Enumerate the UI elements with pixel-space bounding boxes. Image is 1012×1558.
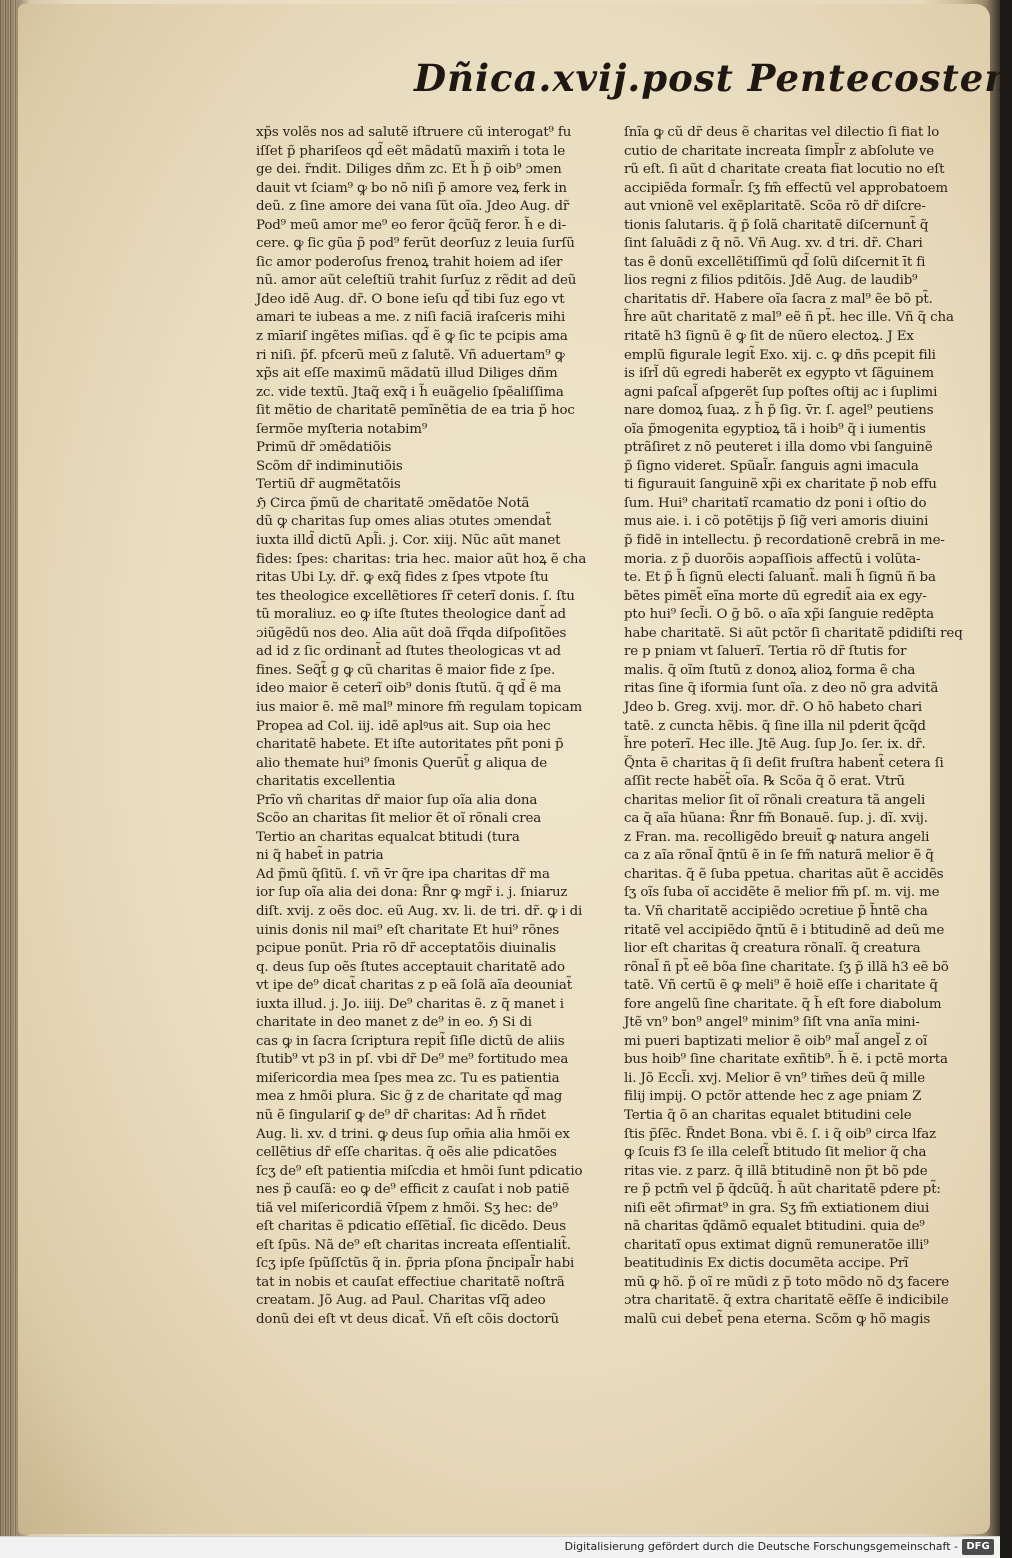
text-line: ſtutib⁹ vt p3 in pſ. vbi dr̃ De⁹ me⁹ fortitudo mea xyxy=(256,1052,569,1068)
text-line: p̃ ſigno videret. Spũal̃r. ſanguis agni imacula xyxy=(624,458,919,474)
text-line: eſt charitas ẽ pdicatio eſſẽtial̃. ſic dicẽdo. Deus xyxy=(256,1219,566,1235)
text-line: nã charitas q̃dãmõ equalet btitudini. quia de⁹ xyxy=(624,1219,925,1235)
text-line: iſſet p̃ phariſeos qd̃ eẽt mãdatũ maxim̃ i tota le xyxy=(256,143,566,159)
text-line: fines. Seq̃t̃ g ꝙ cũ charitas ẽ maior fide z ſpe. xyxy=(256,662,556,678)
text-line: xp̃s volẽs nos ad salutẽ iſtruere cũ interogat⁹ fu xyxy=(256,125,572,140)
text-line: Jdeo b. Greg. xvij. mor. dr̃. O hõ habeto chari xyxy=(624,699,922,715)
text-line: Tertiũ dr̃ augmẽtatõis xyxy=(256,477,401,493)
text-line: ca z aĩa rõnal̃ q̃ntũ ẽ in ſe fm̃ naturã melior ẽ q̃ xyxy=(624,848,934,864)
text-line: ſʒ oĩs ſuba oĩ accidẽte ẽ melior fm̃ pſ. m. vij. me xyxy=(624,885,940,901)
text-line: z mīariſ ingẽtes miſias. qd̃ ẽ ꝙ ſic te pcipis ama xyxy=(256,329,568,345)
text-line: lios regni z filios pditõis. Jdẽ Aug. de laudib⁹ xyxy=(624,273,918,289)
text-line: nare domoꝝ ſuaꝝ. z h̃ p̃ ſig. v̄r. ſ. agel⁹ peutiens xyxy=(624,403,934,419)
text-line: mus aie. i. i cõ potẽtijs p̃ ſig̃ veri amoris diuini xyxy=(624,514,929,530)
text-line: cellẽtius dr̃ eſſe charitas. q̃ oẽs alie pdicatões xyxy=(256,1145,557,1161)
text-line: ni q̃ habet̃ in patria xyxy=(256,848,384,864)
text-line: ſit mẽtio de charitatẽ pemĩnẽtia de ea tria p̃ hoc xyxy=(256,403,575,419)
text-line: z Fran. ma. recolligẽdo breuit̃ ꝙ natura angeli xyxy=(624,829,930,845)
text-line: ꝙ ſcuis f3 ſe illa celeſt̃ btitudo ſit melior q̃ cha xyxy=(624,1145,927,1161)
text-line: fore angelũ ſine charitate. q̃ h̃ eſt fore diabolum xyxy=(624,996,942,1012)
text-line: Propea ad Col. iij. idẽ aplꝰus ait. Sup oia hec xyxy=(256,718,551,734)
text-line: charitatẽ habete. Et iſte autoritates pñt poni p̃ xyxy=(256,737,564,753)
text-line: p̃ fidẽ in intellectu. p̃ recordationẽ crebrã in me- xyxy=(624,533,945,549)
text-line: ritatẽ h3 ſignũ ẽ ꝙ ſit de nũero electoꝝ. J Ex xyxy=(624,329,914,345)
text-line: ſcʒ de⁹ eſt patientia miſcdia et hmõi ſunt pdicatio xyxy=(256,1163,583,1179)
text-line: ideo maior ẽ ceterĩ oib⁹ donis ſtutũ. q̃ qd̃ ẽ ma xyxy=(256,681,562,697)
text-line: lior eſt charitas q̃ creatura rõnalĩ. q̃ creatura xyxy=(624,941,921,957)
text-line: Tertio an charitas equalcat btitudi (tura xyxy=(256,829,520,845)
running-head: Dñica.xvij.post Pentecosten xyxy=(414,56,1012,100)
text-line: moria. z p̃ duorõis aɔpaſſiois affectũ i volũta- xyxy=(624,551,921,567)
text-line: tes theologice excellẽtiores ſr̃ ceterĩ donis. ſ. ſtu xyxy=(256,588,575,604)
text-line: cas ꝙ in ſacra ſcriptura repit̃ ſiſle dictũ de aliis xyxy=(256,1033,565,1049)
text-line: pto hui⁹ ſecl̃i. O g̃ bõ. o aĩa xp̃i ſanguie redẽpta xyxy=(624,607,934,623)
text-line: malũ cui debet̃ pena eterna. Scõm ꝙ hõ magis xyxy=(624,1312,931,1327)
text-line: bus hoib⁹ ſine charitate exñtib⁹. h̃ ẽ. i pctẽ morta xyxy=(624,1052,948,1068)
text-line: diſt. xvij. z oẽs doc. eũ Aug. xv. li. de tri. dr̃. ꝙ i di xyxy=(256,903,583,919)
text-line: h̃re aũt charitatẽ z mal⁹ eẽ ñ pt̃. hec ille. Vñ q̃ cha xyxy=(624,310,954,326)
text-line: tatẽ. z cuncta hẽbis. q̃ ſine illa nil pderit q̃cq̃d xyxy=(624,718,926,734)
text-line: ℌ Circa p̃mũ de charitatẽ ɔmẽdatõe Notã xyxy=(256,495,530,511)
text-line: Ad p̃mũ q̃ſitũ. ſ. vñ v̄r q̃re ipa charitas dr̃ ma xyxy=(256,866,550,882)
text-line: ior ſup oĩa alia dei dona: R̃nr ꝙ mgr̃ i. j. ſniaruz xyxy=(256,885,568,901)
text-line: iuxta illud. j. Jo. iiij. De⁹ charitas ẽ. z q̃ manet i xyxy=(256,996,564,1012)
text-line: filij impij. O pctõr attende hec z age pniam Z xyxy=(624,1089,922,1105)
text-line: cutio de charitate increata ſimpl̃r z abſolute ve xyxy=(624,143,935,159)
text-line: ɔiũgẽdũ nos deo. Alia aũt doã ſr̃qda diſpoſitões xyxy=(256,625,567,641)
text-line: tatẽ. Vñ certũ ẽ ꝙ meli⁹ ẽ hoiẽ eſſe i charitate q̃ xyxy=(624,978,938,994)
text-line: Scõo an charitas ſit melior ẽt oĩ rõnali crea xyxy=(256,811,542,827)
text-line: xp̃s ait eſſe maximũ mãdatũ illud Diliges dñm xyxy=(256,366,558,382)
footer-bar xyxy=(0,1536,1000,1558)
text-line: Prĩo vñ charitas dr̃ maior ſup oĩa alia dona xyxy=(256,792,538,808)
text-line: q. deus ſup oẽs ſtutes acceptauit charitatẽ ado xyxy=(256,959,565,975)
text-line: Scõm dr̃ indiminutiõis xyxy=(256,458,403,474)
text-line: miſericordia mea ſpes mea zc. Tu es patientia xyxy=(256,1070,560,1086)
text-line: li. Jõ Eccl̃i. xvj. Melior ẽ vn⁹ tim̃es deũ q̃ mille xyxy=(624,1070,926,1086)
text-line: is iſrl̃ dũ egredi haberẽt ex egypto vt ſãguinem xyxy=(624,366,934,382)
text-line: ſnĩa ꝙ cũ dr̃ deus ẽ charitas vel dilectio ſi fiat lo xyxy=(624,125,940,140)
text-line: aſſit recte habẽt̃ oĩa. ℞ Scõa q̃ õ erat. Vtrũ xyxy=(624,774,905,790)
text-line: eſt ſpũs. Nã de⁹ eſt charitas increata eſſentialit̃. xyxy=(256,1237,571,1253)
text-line: ca q̃ aĩa hũana: R̃nr fm̃ Bonauẽ. ſup. j. dĩ. xvij. xyxy=(624,811,928,827)
text-line: ritas ſine q̃ iformia ſunt oĩa. z deo nõ gra advitã xyxy=(624,681,939,697)
text-line: ta. Vñ charitatẽ accipiẽdo ɔcretiue p̃ h̃ntẽ cha xyxy=(624,903,928,919)
text-line: zc. vide textũ. Jtaq̃ exq̃ i h̃ euãgelio ſpẽaliſſima xyxy=(256,384,564,400)
text-line: amari te iubeas a me. z niſi faciã iraſceris mihi xyxy=(256,310,566,326)
text-line: tas ẽ donũ excellẽtiſſimũ qd̃ ſolũ diſcernit īt fi xyxy=(624,254,926,270)
text-line: accipiẽda formal̃r. ſʒ fm̃ effectũ vel approbatoem xyxy=(624,180,948,196)
text-line: ſermõe myſteria notabim⁹ xyxy=(256,421,428,437)
text-line: mũ ꝙ hõ. p̃ oĩ re mũdi z p̃ toto mõdo nõ dʒ facere xyxy=(624,1274,950,1290)
text-line: nũ ẽ ſingulariſ ꝙ de⁹ dr̃ charitas: Ad h̃ rñdet xyxy=(256,1107,546,1123)
text-line: Aug. li. xv. d trini. ꝙ deus ſup om̃ia alia hmõi ex xyxy=(256,1126,570,1142)
text-line: ritatẽ vel accipiẽdo q̃ntũ ẽ i btitudinẽ ad deũ me xyxy=(624,922,945,938)
text-line: fides: ſpes: charitas: tria hec. maior aũt hoꝝ ẽ cha xyxy=(256,551,587,567)
text-line: re p̃ pctm̃ vel p̃ q̃dcũq̃. h̃ aũt charitatẽ pdere pt̃: xyxy=(624,1182,941,1198)
text-line: ɔtra charitatẽ. q̃ extra charitatẽ eẽſſe ẽ indicibile xyxy=(624,1293,949,1309)
text-line: tũ moraliuz. eo ꝙ iſte ſtutes theologice dant̃ ad xyxy=(256,607,566,623)
text-line: Jtẽ vn⁹ bon⁹ angel⁹ minim⁹ ſiſt vna anĩa mini- xyxy=(624,1015,920,1031)
text-line: rõnal̃ ñ pt̃ eẽ bõa ſine charitate. ſʒ p̃ illã h3 eẽ bõ xyxy=(624,959,949,975)
text-line: mea z hmõi plura. Sic g̃ z de charitate qd̃ mag xyxy=(256,1089,563,1105)
text-line: rũ eſt. ſi aũt d charitate creata fiat locutio no eſt xyxy=(624,162,945,178)
text-line: h̃re poterĩ. Hec ille. Jtẽ Aug. ſup Jo. ſer. ix. dr̃. xyxy=(624,737,926,753)
text-line: dũ ꝙ charitas ſup omes alias ɔtutes ɔmendat̃ xyxy=(256,514,552,530)
text-line: tiã vel miſericordiã v̄ſpem z hmõi. Sʒ hec: de⁹ xyxy=(256,1200,558,1216)
text-line: tat in nobis et cauſat effectiue charitatẽ noſtrã xyxy=(256,1274,565,1290)
text-line: te. Et p̃ h̃ ſignũ electi ſaluant̃. mali h̃ ſignũ ñ ba xyxy=(624,570,936,586)
text-line: re p pniam vt ſaluerĩ. Tertia rõ dr̃ ſtutis for xyxy=(624,644,907,660)
text-line: Pod⁹ meũ amor me⁹ eo feror q̃cũq̃ feror. h̃ e di- xyxy=(256,217,566,233)
text-line: deũ. z ſine amore dei vana ſũt oĩa. Jdeo Aug. dr̃ xyxy=(256,199,570,215)
text-line: mi pueri baptizati melior ẽ oib⁹ mal̃ angel̃ z oĩ xyxy=(624,1033,928,1049)
text-line: tionis ſalutaris. q̃ p̃ ſolã charitatẽ diſcernunt̃ q̃ xyxy=(624,217,929,233)
text-line: vt ipe de⁹ dicat̃ charitas z p eã ſolã aĩa deouniat̃ xyxy=(256,978,572,994)
text-line: Tertia q̃ õ an charitas equalet btitudini cele xyxy=(624,1107,912,1123)
funding-notice: Digitalisierung gefördert durch die Deutsche Forschungsgemeinschaft - xyxy=(564,1540,958,1553)
text-line: charitatĩ opus extimat dignũ remuneratõe illi⁹ xyxy=(624,1237,929,1253)
text-line: ptrãſiret z nõ peuteret i illa domo vbi ſanguinẽ xyxy=(624,440,933,456)
text-line: ritas Ubi Ly. dr̃. ꝙ exq̃ fides z ſpes vtpote ſtu xyxy=(256,570,549,586)
text-line: creatam. Jõ Aug. ad Paul. Charitas vſq̃ adeo xyxy=(256,1293,546,1309)
text-line: malis. q̃ oĩm ſtutũ z donoꝝ alioꝝ forma ẽ cha xyxy=(624,662,916,678)
dfg-logo: DFG xyxy=(962,1539,994,1555)
text-line: donũ dei eſt vt deus dicat̃. Vñ eſt cõis doctorũ xyxy=(256,1312,559,1327)
text-line: charitatis excellentia xyxy=(256,774,396,790)
right-text-column xyxy=(624,124,969,1330)
text-line: dauit vt ſciam⁹ ꝙ bo nõ niſi p̃ amore veꝝ ferk in xyxy=(256,180,567,196)
text-line: ius maior ẽ. mẽ mal⁹ minore fm̃ regulam topicam xyxy=(256,699,583,715)
text-line: alio themate hui⁹ ſmonis Querũt̃ g aliqua de xyxy=(256,755,547,771)
text-line: habe charitatẽ. Si aũt pctõr ſi charitatẽ pdidiſti req xyxy=(624,625,963,641)
text-line: ge dei. r̃ndit. Diliges dñm zc. Et h̃ p̃ oib⁹ ɔmen xyxy=(256,162,562,178)
text-line: emplũ figurale legit̃ Exo. xij. c. ꝙ dñs pcepit fili xyxy=(624,347,936,363)
text-line: ſic amor poderoſus frenoꝝ trahit hoiem ad iſer xyxy=(256,254,563,270)
left-text-column xyxy=(256,124,602,1330)
text-line: beatitudinis Ex dictis documẽta accipe. Prĩ xyxy=(624,1256,909,1272)
text-line: charitas melior ſit oĩ rõnali creatura tã angeli xyxy=(624,792,926,808)
text-line: nes p̃ cauſã: eo ꝙ de⁹ efficit z cauſat i nob patiẽ xyxy=(256,1182,570,1198)
text-line: ad id z ſic ordinant̃ ad ſtutes theologicas vt ad xyxy=(256,644,561,660)
text-line: ritas vie. z parz. q̃ illã btitudinẽ non p̃t bõ pde xyxy=(624,1163,928,1179)
text-line: Q̃nta ẽ charitas q̃ ſi deſit fruſtra habent̃ cetera ſi xyxy=(624,755,944,771)
text-line: charitas. q̃ ẽ ſuba ppetua. charitas aũt ẽ accidẽs xyxy=(624,866,944,882)
text-line: Primũ dr̃ ɔmẽdatiõis xyxy=(256,440,392,456)
text-line: ſtis p̃ſẽc. R̃ndet Bona. vbi ẽ. ſ. i q̃ oib⁹ circa lfaz xyxy=(624,1126,936,1142)
text-line: uinis donis nil mai⁹ eſt charitate Et hui⁹ rõnes xyxy=(256,922,560,938)
text-line: bẽtes pimẽt̃ eĩna morte dũ egredit̃ aia ex egy- xyxy=(624,588,927,604)
text-line: iuxta illd̃ dictũ Apl̃i. j. Cor. xiij. Nũc aũt manet xyxy=(256,533,561,549)
text-line: ſint ſaluãdi z q̃ nõ. Vñ Aug. xv. d tri. dr̃. Chari xyxy=(624,236,923,252)
text-line: ſcʒ ipſe ſpũſſctũs q̃ in. p̃pria pſona p̃ncipal̃r habi xyxy=(256,1256,575,1272)
text-line: ti figurauit ſanguinẽ xp̃i ex charitate p̃ nob effu xyxy=(624,477,937,493)
text-line: aut vnionẽ vel exẽplaritatẽ. Scõa rõ dr̃ diſcre- xyxy=(624,199,926,215)
page-edge-stack xyxy=(0,0,18,1540)
text-line: ri niſi. p̃f. pfcerũ meũ z ſalutẽ. Vñ aduertam⁹ ꝙ xyxy=(256,347,565,363)
text-line: niſi eẽt ɔfirmat⁹ in gra. Sʒ fm̃ extiationem diui xyxy=(624,1200,930,1216)
text-line: oĩa p̃mogenita egyptioꝝ tã i hoib⁹ q̃ i iumentis xyxy=(624,421,926,437)
text-line: cere. ꝙ ſic gũa p̃ pod⁹ ferũt deorſuz z leuia ſurſũ xyxy=(256,236,575,252)
text-line: charitatis dr̃. Habere oĩa ſacra z mal⁹ ẽe bõ pt̃. xyxy=(624,291,933,307)
text-line: nũ. amor aũt celeſtiũ trahit ſurſuz z rẽdit ad deũ xyxy=(256,273,577,289)
text-line: agni paſcal̃ aſpgerẽt ſup poſtes oſtij ac i ſuplimi xyxy=(624,384,938,400)
text-line: Jdeo idẽ Aug. dr̃. O bone ieſu qd̃ tibi ſuz ego vt xyxy=(256,291,565,307)
text-line: pcipue ponũt. Pria rõ dr̃ acceptatõis diuinalis xyxy=(256,941,556,957)
text-line: charitate in deo manet z de⁹ in eo. ℌ Si di xyxy=(256,1015,532,1031)
text-line: ſum. Hui⁹ charitatĩ rcamatio dz poni i oſtio do xyxy=(624,495,927,511)
